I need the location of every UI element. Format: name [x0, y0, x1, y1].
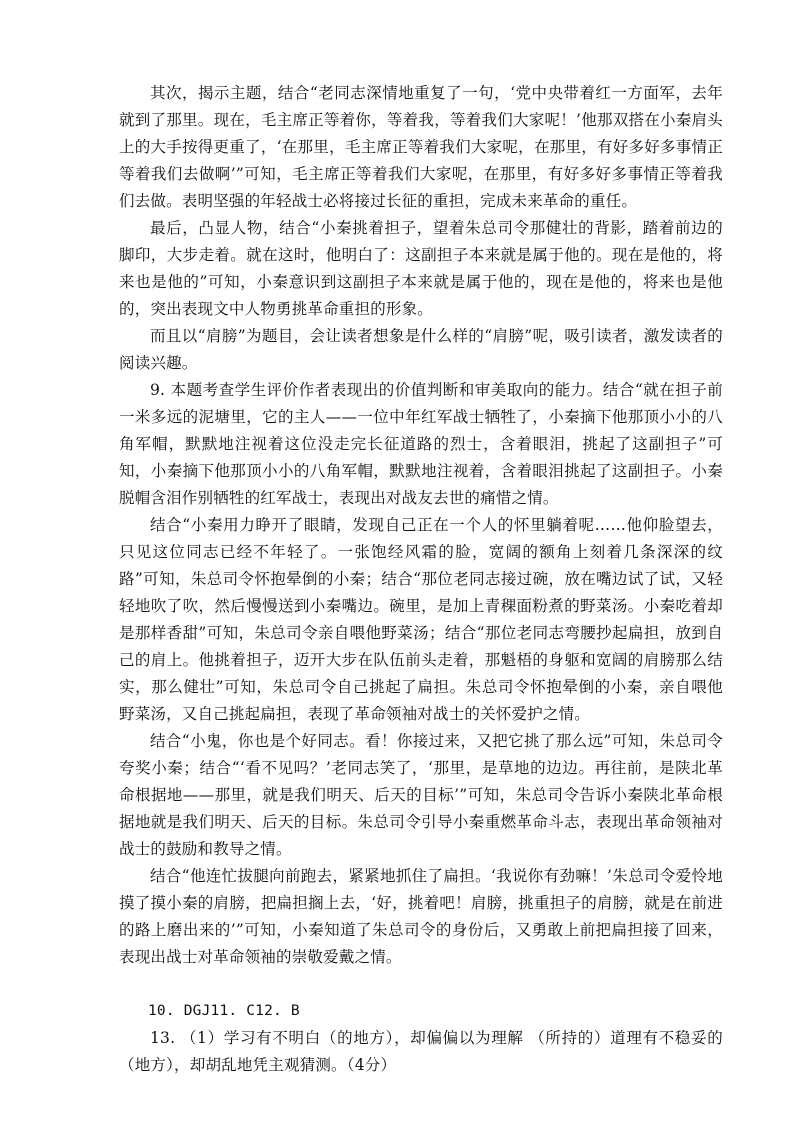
blank-line — [119, 971, 723, 998]
paragraph-theme: 其次，揭示主题，结合“老同志深情地重复了一句，‘党中央带着红一方面军，去年就到了那里。现在，毛主席正等着你，等着我，等着我们大家呢！’他那双搭在小秦肩头上的大手按得更重了，‘在那里，毛主席正等着我们大家呢，在那里，有好多好多事情正等着我们去做啊’”可知，毛主席正等着我们大家呢，在那里，有好多好多事情正等着我们去做。表明坚强的年轻战士必将接过长征的重担，完成未来革命的重任。 — [119, 84, 723, 210]
paragraph-zhu-care: 结合“小秦用力睁开了眼睛，发现自己正在一个人的怀里躺着呢……他仰脸望去，只见这位同志已经不年轻了。一张饱经风霜的脸，宽阔的额角上刻着几条深深的纹路”可知，朱总司令怀抱晕倒的小秦；结合“那位老同志接过碗，放在嘴边试了试，又轻轻地吹了吹，然后慢慢送到小秦嘴边。碗里，是加上青稞面粉煮的野菜汤。小秦吃着却是那样香甜”可知，朱总司令亲自喂他野菜汤；结合“那位老同志弯腰抄起扁担，放到自己的肩上。他挑着担子，迈开大步在队伍前头走着，那魁梧的身躯和宽阔的肩膀那么结实，那么健壮”可知，朱总司令自己挑起了扁担。朱总司令怀抱晕倒的小秦，亲自喂他野菜汤，又自己挑起扁担，表现了革命领袖对战士的关怀爱护之情。 — [119, 516, 723, 723]
paragraph-question-9: 9. 本题考查学生评价作者表现出的价值判断和审美取向的能力。结合“就在担子前一米多远的泥塘里，它的主人——一位中年红军战士牺牲了，小秦摘下他那顶小小的八角军帽，默默地注视着这位没走完长征道路的烈士，含着眼泪，挑起了这副担子”可知，小秦摘下他那顶小小的八角军帽，默默地注视着，含着眼泪挑起了这副担子。小秦脱帽含泪作别牺牲的红军战士，表现出对战友去世的痛惜之情。 — [119, 381, 723, 507]
paragraph-title-effect: 而且以“肩膀”为题目，会让读者想象是什么样的“肩膀”呢，吸引读者，激发读者的阅读兴趣。 — [119, 327, 723, 372]
paragraph-question-13: 13. （1）学习有不明白（的地方），却偏偏以为理解 （所持的）道理有不稳妥的（地方），却胡乱地凭主观猜测。（4分） — [119, 1029, 723, 1074]
paragraph-zhu-encourage: 结合“小鬼，你也是个好同志。看！你接过来，又把它挑了那么远”可知，朱总司令夸奖小秦；结合“‘看不见吗？’老同志笑了，‘那里，是草地的边边。再往前，是陕北革命根据地——那里，就是我们明天、后天的目标’”可知，朱总司令告诉小秦陕北革命根据地就是我们明天、后天的目标。朱总司令引导小秦重燃革命斗志，表现出革命领袖对战士的鼓励和教导之情。 — [119, 732, 723, 858]
paragraph-character: 最后，凸显人物，结合“小秦挑着担子，望着朱总司令那健壮的背影，踏着前边的脚印，大步走着。就在这时，他明白了：这副担子本来就是属于他的。现在是他的，将来也是他的”可知，小秦意识到这副担子本来就是属于他的，现在是他的，将来也是他的，突出表现文中人物勇挑革命重担的形象。 — [119, 219, 723, 318]
answer-text-body — [119, 80, 723, 1079]
answer-10-12: 10. DGJ11. C12. B — [148, 1003, 300, 1019]
paragraph-soldier-respect: 结合“他连忙拔腿向前跑去，紧紧地抓住了扁担。‘我说你有劲嘛！’朱总司令爱怜地摸了摸小秦的肩膀，把扁担搁上去，‘好，挑着吧！肩膀，挑重担子的肩膀，就是在前进的路上磨出来的’”可知，小秦知道了朱总司令的身份后，又勇敢上前把扁担接了回来，表现出战士对革命领袖的崇敬爱戴之情。 — [119, 867, 723, 966]
